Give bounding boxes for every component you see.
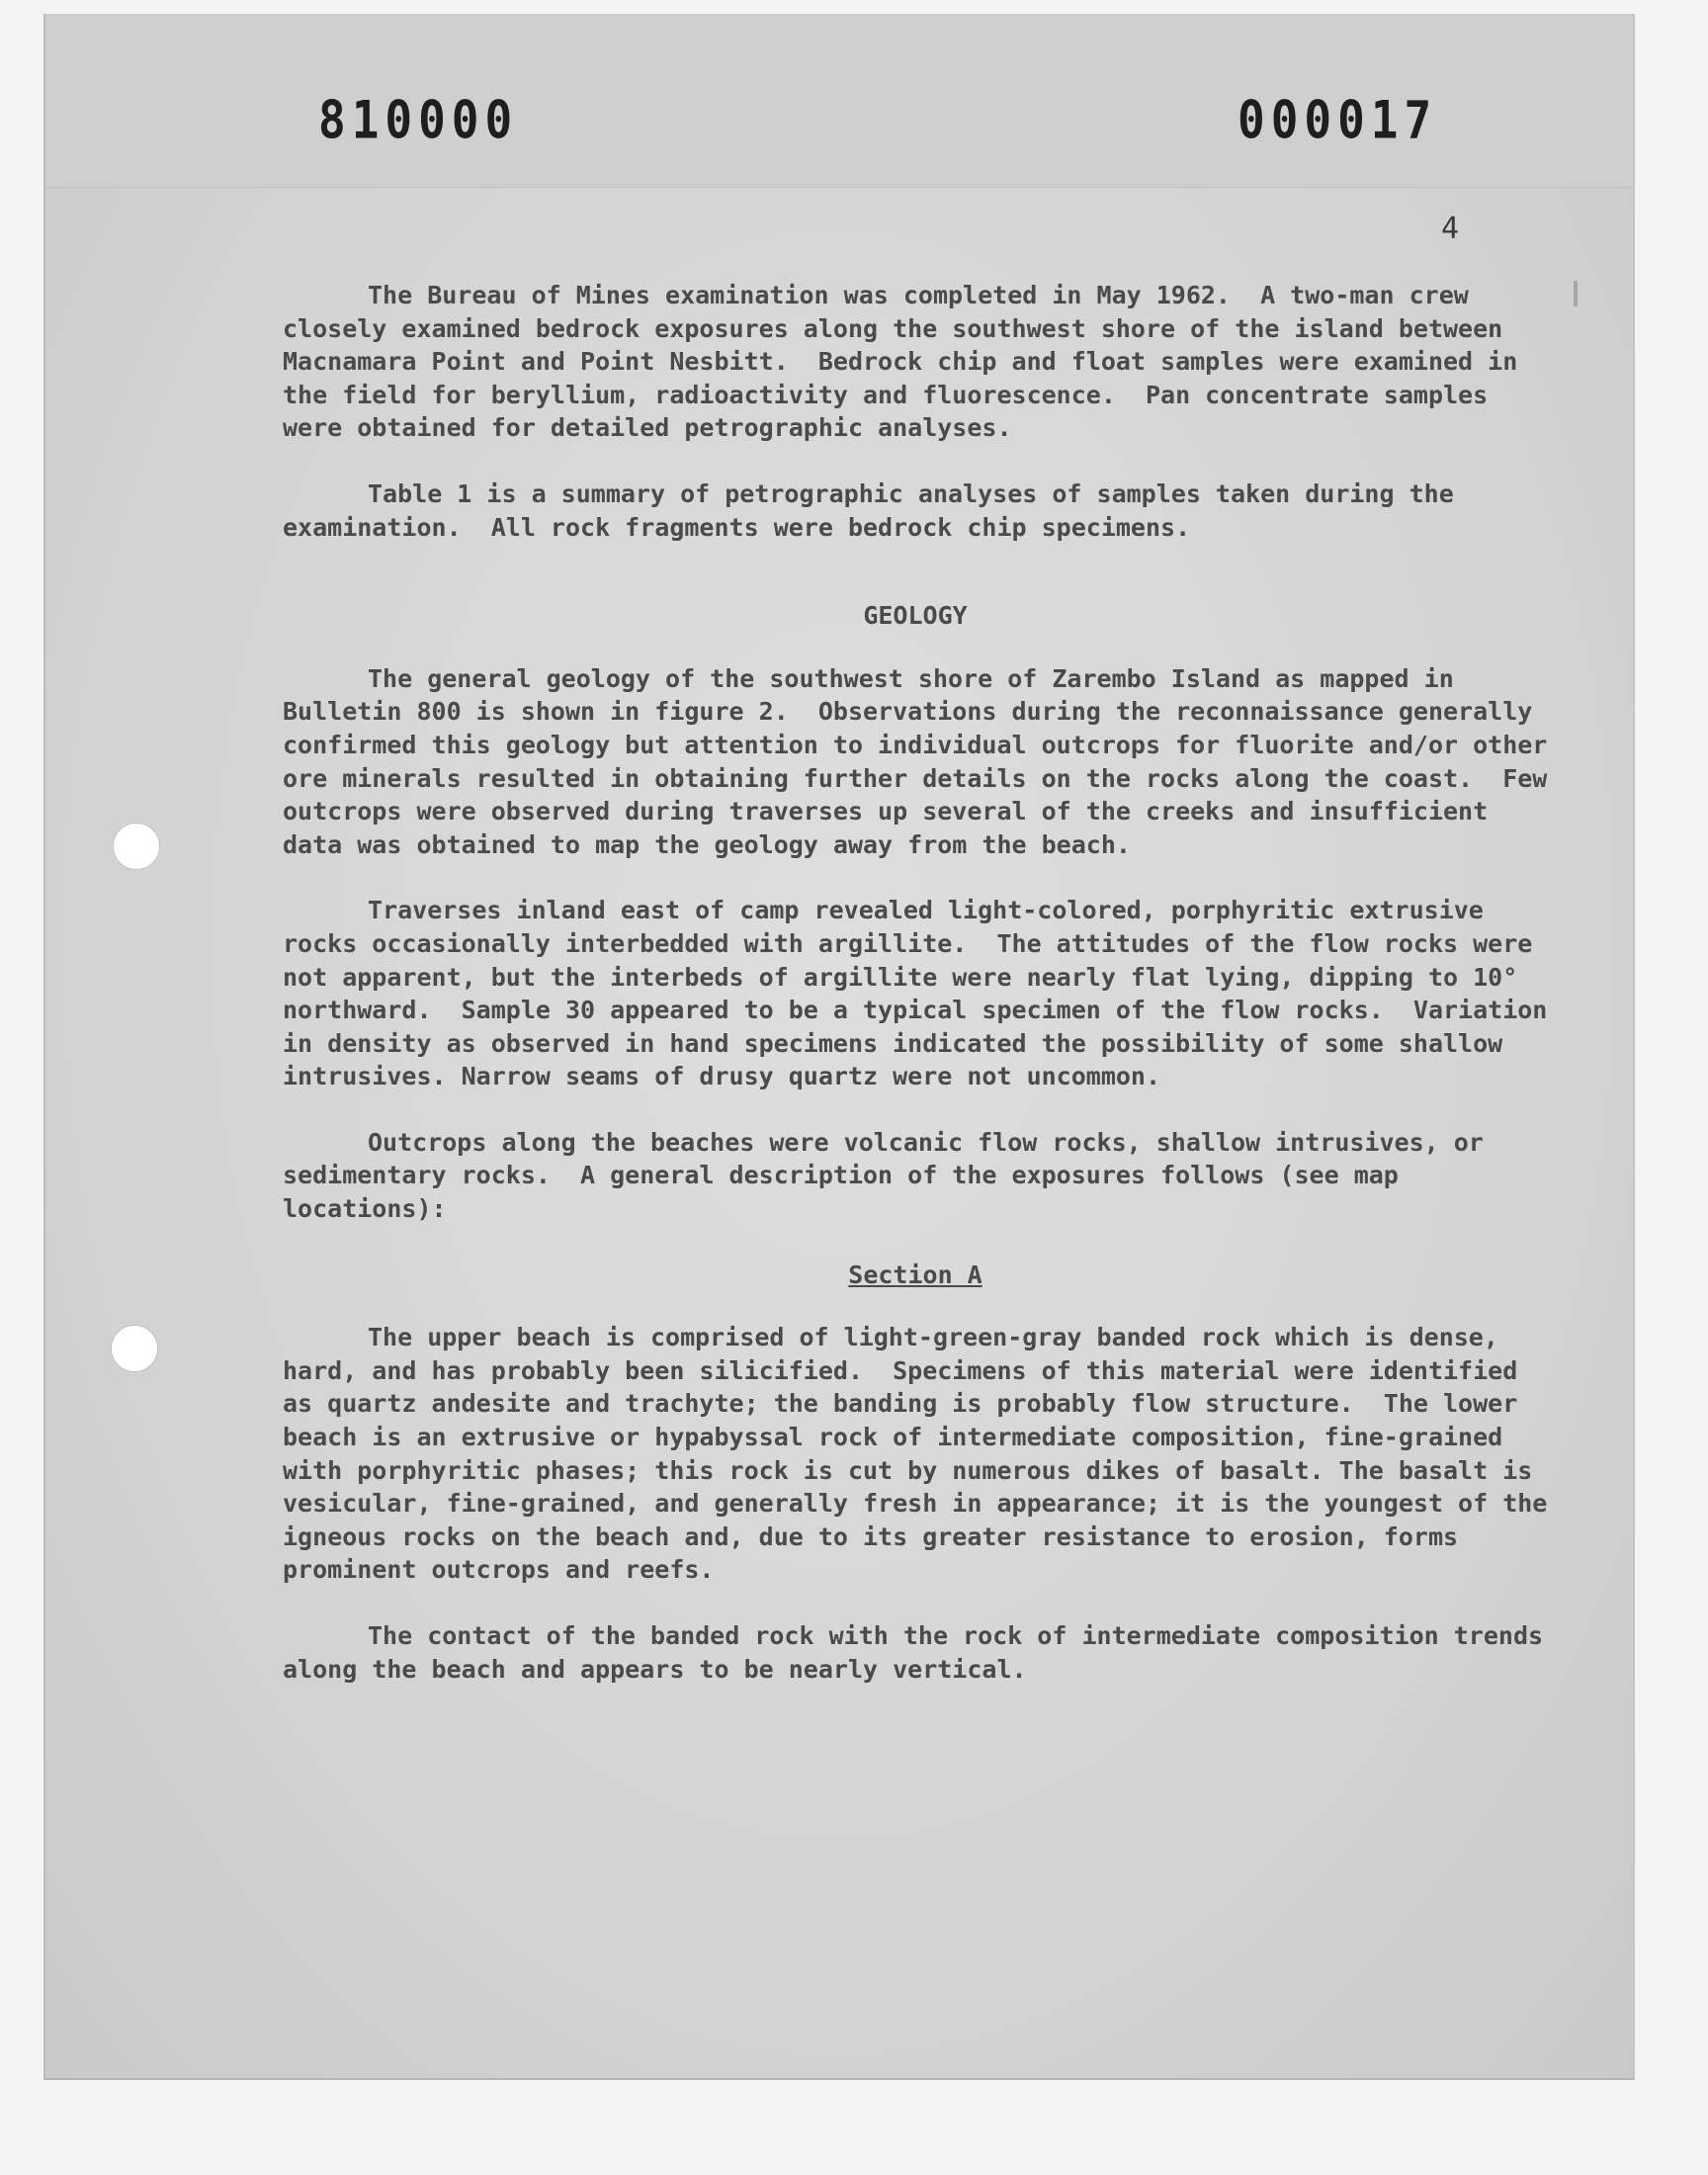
paragraph-table-summary: Table 1 is a summary of petrographic analyses of samples taken during the examination. All rock fragments were bedrock chip specimens. [283,478,1469,542]
heading-section-a: Section A [848,1260,982,1289]
punch-hole-bottom [111,1325,158,1372]
document-body [283,279,1563,1718]
paragraph-outcrops-beaches: Outcrops along the beaches were volcanic flow rocks, shallow intrusives, or sedimentary rocks. A general description of the exposures follows (see map locations): [283,1127,1498,1224]
stamp-number-right: 000017 [1238,88,1438,151]
scan-mark [1574,281,1578,306]
document-page [43,14,1635,2080]
stamp-number-left: 810000 [318,88,519,151]
punch-hole-top [113,823,160,870]
paragraph-contact-banded-rock: The contact of the banded rock with the rock of intermediate composition trends along the beach and appears to be nearly vertical. [283,1621,1559,1684]
paragraph-bureau-examination: The Bureau of Mines examination was completed in May 1962. A two-man crew closely examined bedrock exposures along the southwest shore of the island between Macnamara Point and Point Nesbitt. Bedrock chip and float samples were examined in the field for beryllium, radioactivity and fluorescence. Pan concentrate samples were obtained for detailed petrographic analyses. [283,281,1533,443]
heading-geology: GEOLOGY [863,601,968,631]
paragraph-general-geology: The general geology of the southwest shore of Zarembo Island as mapped in Bulletin 800 is shown in figure 2. Observations during the reconnaissance generally confirmed this geology but attention to individual outcrops for fluorite and/or other ore minerals resulted in obtaining further details on the rocks along the coast. Few outcrops were observed during traverses up several of the creeks and insufficient data was obtained to map the geology away from the beach. [283,663,1563,859]
paragraph-traverses-inland: Traverses inland east of camp revealed light-colored, porphyritic extrusive rocks occasionally interbedded with argillite. The attitudes of the flow rocks were not apparent, but the interbeds of argillite were nearly flat lying, dipping to 10° northward. Sample 30 appeared to be a typical specimen of the flow rocks. Variation in density as observed in hand specimens indicated the possibility of some shallow intrusives. Narrow seams of drusy quartz were not uncommon. [283,896,1563,1091]
page-number: 4 [1441,212,1460,246]
paragraph-upper-beach: The upper beach is comprised of light-green-gray banded rock which is dense, hard, and has probably been silicified. Specimens of this material were identified as quartz andesite and trachyte; the banding is probably flow structure. The lower beach is an extrusive or hypabyssal rock of intermediate composition, fine-grained with porphyritic phases; this rock is cut by numerous dikes of basalt. The basalt is vesicular, fine-grained, and generally fresh in appearance; it is the youngest of the igneous rocks on the beach and, due to its greater resistance to erosion, forms prominent outcrops and reefs. [283,1323,1563,1585]
